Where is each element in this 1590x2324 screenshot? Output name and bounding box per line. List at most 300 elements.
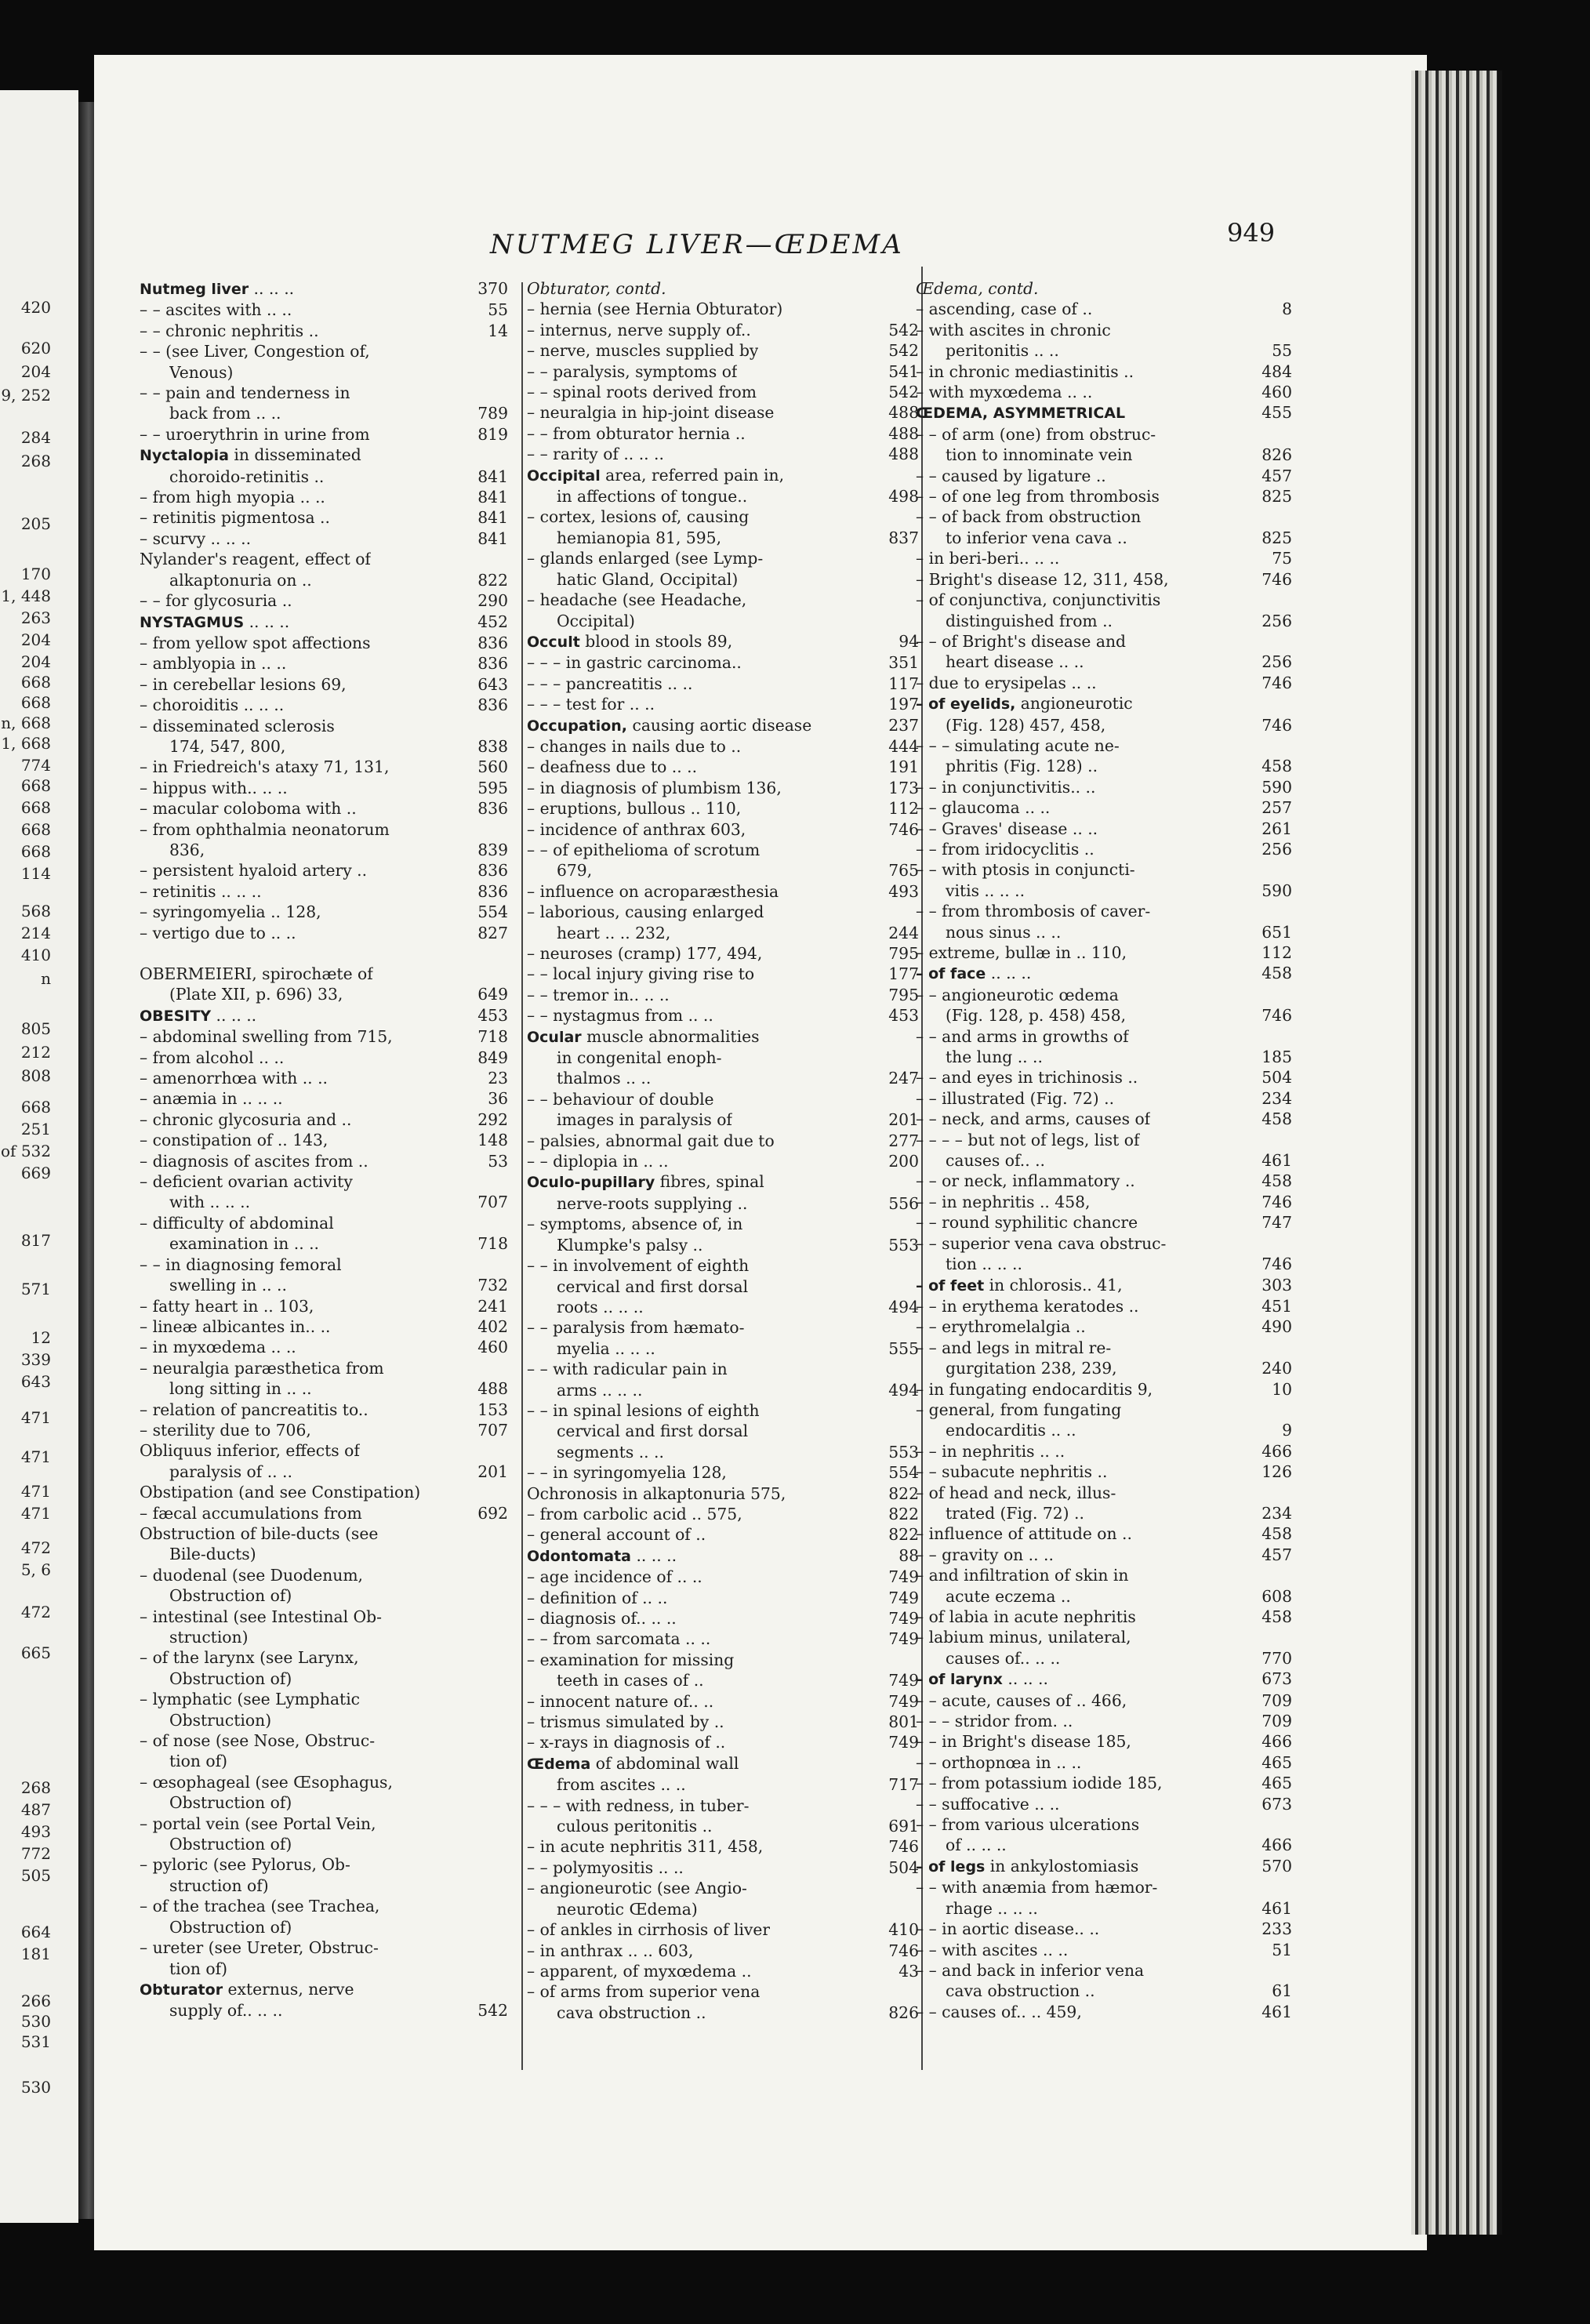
index-entry [527,1981,919,2002]
entry-page-ref: 841 [477,508,508,528]
entry-text [557,528,721,548]
entry-label: – – and eyes in trichinosis .. [916,1068,1138,1088]
entry-label: roots .. .. .. [557,1297,644,1316]
entry-label: heart .. .. 232, [557,923,671,942]
index-entry [916,424,1292,445]
entry-label: causes of.. .. .. [946,1648,1061,1668]
entry-label: – persistent hyaloid artery .. [140,861,368,881]
entry-text [916,1212,1138,1233]
entry-text [557,569,738,590]
entry-text [527,652,742,673]
index-entry [527,1026,919,1048]
entry-label: hemianopia 81, 595, [557,528,722,547]
index-entry [527,1151,919,1171]
entry-heading: Occupation, [527,717,628,735]
entry-text [169,1585,292,1606]
entry-heading: OBESITY [140,1007,212,1025]
index-entry [916,590,1292,610]
entry-label: – – spinal roots derived from [527,383,757,402]
entry-label: – anæmia in .. .. .. [140,1089,283,1109]
entry-label: – innocent nature of.. .. [527,1691,714,1711]
entry-page-ref: 173 [888,778,919,797]
entry-page-ref: 643 [477,674,508,694]
index-entry [916,1960,1292,1981]
index-entry [916,777,1292,797]
entry-page-ref: 458 [1261,757,1292,776]
entry-page-ref: 458 [1261,1607,1292,1626]
left-page-number: 665 [20,1643,51,1662]
entry-label: – with myxœdema .. .. [916,383,1093,402]
entry-label: – eruptions, bullous .. 110, [527,799,742,819]
entry-label: – – caused by ligature .. [916,466,1106,485]
entry-text [916,1400,1121,1420]
left-page-number: 472 [20,1538,51,1557]
entry-label: – pyloric (see Pylorus, Ob- [140,1855,350,1875]
entry-text [916,735,1120,756]
entry-text [916,631,1126,652]
index-entry [916,1192,1292,1212]
index-entry [140,1109,508,1130]
entry-page-ref: 153 [477,1400,508,1419]
index-column-1 [140,278,508,2074]
entry-page-ref: 746 [888,819,919,839]
entry-label: – – pain and tenderness in [140,383,350,403]
entry-page-ref: 836 [477,654,508,674]
entry-heading: – of face [916,965,986,983]
entry-label: – – tremor in.. .. .. [527,985,670,1004]
entry-label: tion to innominate vein [946,445,1133,465]
entry-label: – age incidence of .. .. [527,1567,702,1587]
entry-label: OBERMEIERI, spirochæte of [140,964,373,983]
left-page-number: 530 [20,2012,51,2031]
entry-text [527,1629,710,1649]
index-entry [916,1773,1292,1793]
entry-label: from ascites .. .. [557,1775,686,1795]
index-entry [140,549,508,569]
entry-text [916,1627,1131,1647]
entry-label: muscle abnormalities [581,1026,760,1046]
index-entry [140,716,508,736]
entry-label: – from carbolic acid .. 575, [527,1504,742,1523]
left-page-number: 212 [20,1043,51,1062]
entry-text [916,1338,1111,1358]
entry-text [140,1068,328,1088]
left-page-number: 471 [20,1504,51,1523]
entry-text [916,985,1119,1005]
entry-text [527,590,746,610]
entry-page-ref: 277 [888,1131,919,1150]
entry-label: – syringomyelia .. 128, [140,902,321,922]
entry-label: choroido-retinitis .. [169,467,325,486]
entry-page-ref: 36 [488,1089,508,1109]
entry-text [527,694,655,714]
entry-heading: Nyctalopia [140,447,229,465]
index-entry [140,1296,508,1316]
entry-label: – angioneurotic (see Angio- [527,1879,747,1898]
index-entry [527,1276,919,1297]
left-page-number: 530 [20,2078,51,2097]
entry-text [527,1941,693,1961]
index-entry [916,1940,1292,1960]
entry-label: (Plate XII, p. 696) 33, [169,985,343,1004]
entry-page-ref: 75 [1272,549,1292,568]
entry-text [916,590,1160,610]
index-entry [527,1483,919,1504]
entry-text [527,1317,744,1338]
entry-page-ref: 457 [1261,1545,1292,1564]
index-entry [527,1919,919,1940]
entry-label: endocarditis .. .. [946,1421,1076,1440]
entry-label: paralysis of .. .. [169,1462,292,1481]
entry-text [916,1233,1166,1254]
index-entry [527,1005,919,1026]
index-entry [140,1959,508,1979]
index-entry [916,507,1292,527]
entry-text [527,674,692,694]
entry-text [527,1483,786,1504]
index-entry [916,1296,1292,1316]
left-page-number: 808 [20,1066,51,1085]
entry-page-ref: 749 [888,1733,919,1752]
index-entry [527,860,919,881]
index-entry [140,902,508,922]
index-entry [916,361,1292,382]
entry-label: swelling in .. .. [169,1276,287,1295]
index-entry [140,362,508,383]
entry-text [916,1565,1128,1585]
entry-label: – headache (see Headache, [527,590,747,610]
entry-label: in ankylostomiasis [985,1856,1139,1876]
index-entry [527,1796,919,1816]
index-entry [527,2003,919,2023]
entry-label: teeth in cases of .. [557,1671,704,1690]
entry-text [557,1235,702,1255]
index-entry [916,1420,1292,1440]
index-entry [140,633,508,653]
entry-page-ref: 200 [888,1152,919,1171]
entry-page-ref: 709 [1261,1712,1292,1731]
entry-text [169,1192,250,1212]
entry-text [140,1109,351,1130]
entry-text [916,777,1095,797]
index-entry [527,923,919,943]
index-entry [527,1629,919,1649]
entry-text [916,278,1038,299]
index-entry [140,695,508,715]
entry-page-ref: 488 [888,445,919,464]
left-page-number: 204 [20,362,51,381]
entry-text [140,1503,362,1523]
entry-page-ref: 595 [477,778,508,797]
index-entry [527,423,919,444]
entry-label: examination in .. .. [169,1234,319,1254]
entry-label: – – rarity of .. .. .. [527,445,664,464]
entry-text [557,1276,748,1297]
index-entry [527,1255,919,1276]
entry-label: – in chronic mediastinitis .. [916,361,1134,381]
index-entry [140,881,508,902]
entry-page-ref: 466 [1261,1732,1292,1752]
entry-label: 679, [557,861,593,881]
entry-label: – palsies, abnormal gait due to [527,1131,775,1150]
entry-text [557,1670,704,1690]
entry-text [916,797,1050,818]
entry-text [946,715,1105,735]
entry-page-ref: 234 [1261,1088,1292,1108]
index-entry [527,1712,919,1732]
entry-text [527,1026,759,1048]
index-entry [916,1275,1292,1296]
entry-text [916,839,1094,859]
entry-label: – – from thrombosis of caver- [916,902,1151,921]
entry-label: – – nystagmus from .. .. [527,1006,713,1026]
index-entry [527,548,919,568]
index-entry [140,612,508,633]
entry-text [916,1607,1136,1627]
index-entry [916,1503,1292,1523]
entry-label: – extreme, bullæ in .. 110, [916,943,1127,962]
entry-text [140,1400,368,1420]
index-entry [140,1876,508,1896]
index-entry [140,1233,508,1254]
entry-label: – – of back from obstruction [916,507,1142,527]
entry-label: – – in Bright's disease 185, [916,1732,1131,1752]
index-entry [527,1650,919,1670]
index-entry [916,1648,1292,1669]
entry-label: – diagnosis of.. .. .. [527,1609,677,1628]
entry-label: trated (Fig. 72) .. [946,1503,1084,1523]
index-entry [140,1151,508,1171]
index-entry [140,1462,508,1482]
running-head: NUTMEG LIVER—ŒDEMA [490,229,904,260]
entry-text [527,1836,763,1857]
entry-heading: Nutmeg liver [140,281,249,298]
left-page-number: 643 [20,1372,51,1391]
entry-text [527,1400,760,1421]
index-entry [140,674,508,695]
entry-text [140,1979,354,2000]
entry-text [557,486,747,507]
index-entry [916,1233,1292,1254]
entry-text [916,1483,1116,1503]
entry-label: Obstruction) [169,1710,272,1730]
entry-label: – – gravity on .. .. [916,1545,1054,1564]
entry-label: – laborious, causing enlarged [527,902,764,922]
index-entry [527,361,919,382]
left-page-number: 571 [20,1280,51,1298]
index-entry [140,653,508,674]
entry-page-ref: 836 [477,799,508,819]
entry-page-ref: 453 [477,1005,508,1025]
index-entry [140,778,508,798]
entry-page-ref: 460 [1261,383,1292,402]
entry-label: of abdominal wall [590,1753,739,1773]
entry-page-ref: 53 [488,1151,508,1171]
entry-page-ref: 709 [1261,1690,1292,1710]
left-page-number: 817 [20,1231,51,1250]
entry-label: – due to erysipelas .. .. [916,673,1097,692]
entry-page-ref: 717 [888,1775,919,1795]
entry-label: – – chronic nephritis .. [140,321,319,340]
entry-page-ref: 542 [888,320,919,340]
entry-text [140,487,325,507]
entry-label: – influence of attitude on .. [916,1524,1132,1544]
index-entry [140,1068,508,1088]
entry-page-ref: 819 [477,424,508,444]
entry-page-ref: 542 [888,341,919,361]
entry-page-ref: 555 [888,1338,919,1358]
entry-label: – of the larynx (see Larynx, [140,1648,359,1668]
entry-label: – fatty heart in .. 103, [140,1296,314,1316]
entry-label: – – and arms in growths of [916,1026,1129,1046]
entry-label: – definition of .. .. [527,1588,668,1607]
index-entry [916,1338,1292,1358]
entry-label: in chlorosis.. 41, [984,1275,1123,1295]
entry-page-ref: 841 [477,467,508,486]
entry-label: – – in diagnosing femoral [140,1255,342,1274]
entry-page-ref: 746 [1261,673,1292,692]
entry-text [140,653,286,674]
entry-label: – trismus simulated by .. [527,1712,724,1732]
index-entry [140,1378,508,1399]
entry-page-ref: 556 [888,1193,919,1213]
entry-text [527,1796,749,1816]
entry-label: cava obstruction .. [557,2003,706,2022]
entry-text [140,1026,393,1047]
entry-page-ref: 493 [888,881,919,901]
index-entry [527,736,919,757]
entry-label: – relation of pancreatitis to.. [140,1400,368,1419]
entry-label: causing aortic disease [627,715,812,735]
index-entry [140,1171,508,1192]
entry-text [916,486,1160,507]
entry-label: rhage .. .. .. [946,1898,1038,1918]
index-entry [916,1586,1292,1607]
index-entry [916,673,1292,693]
index-entry [527,1421,919,1441]
index-entry [140,1896,508,1916]
entry-heading: Ocular [527,1028,582,1046]
entry-page-ref: 822 [888,1483,919,1503]
book-gutter [78,102,96,2219]
entry-label: (Fig. 128, p. 458) 458, [946,1006,1127,1026]
entry-heading: Odontomata [527,1547,631,1565]
entry-text [140,1316,330,1337]
entry-text [946,340,1059,361]
entry-text [527,465,784,486]
entry-label: – influence on acroparæsthesia [527,881,779,901]
entry-label: (Fig. 128) 457, 458, [946,715,1106,735]
entry-page-ref: 746 [1261,1255,1292,1274]
entry-text [527,1981,760,2002]
index-entry [916,1731,1292,1752]
entry-label: – – – simulating acute ne- [916,735,1120,755]
index-entry [527,1670,919,1690]
entry-text [946,1005,1126,1026]
entry-label: – intestinal (see Intestinal Ob- [140,1607,383,1626]
left-page-number: 472 [20,1603,51,1621]
entry-label: .. .. .. [244,612,290,631]
entry-label: – – polymyositis .. .. [527,1857,684,1877]
entry-label: – diagnosis of ascites from .. [140,1151,368,1171]
entry-label: arms .. .. .. [557,1380,643,1400]
entry-label: – cortex, lesions of, causing [527,507,750,527]
left-page-number: 805 [20,1019,51,1038]
entry-label: in disseminated [228,445,361,465]
index-entry [916,985,1292,1005]
index-entry [916,1026,1292,1047]
entry-text [140,590,292,611]
entry-text [169,1233,319,1254]
entry-label: Œdema, contd. [916,279,1039,298]
entry-page-ref: 488 [477,1379,508,1399]
entry-text [527,548,763,568]
entry-text [916,859,1135,880]
index-entry [527,320,919,340]
entry-text [527,1712,724,1732]
entry-text [140,695,284,715]
entry-text [916,569,1169,590]
entry-text [527,444,664,464]
index-entry [527,1193,919,1214]
entry-text [916,1171,1135,1191]
entry-label: – – of Bright's disease and [916,631,1127,651]
left-page-number: 568 [20,902,51,921]
entry-label: – – superior vena cava obstruc- [916,1233,1167,1253]
left-page-number: 339 [20,1350,51,1369]
entry-page-ref: 746 [1261,1192,1292,1211]
entry-text [140,1937,379,1958]
entry-text [140,1048,284,1068]
entry-page-ref: 749 [888,1671,919,1690]
entry-label: – – in syringomyelia 128, [527,1463,727,1483]
entry-page-ref: 801 [888,1712,919,1732]
entry-text [946,1648,1060,1669]
index-entry [527,1338,919,1359]
entry-label: hatic Gland, Occipital) [557,569,739,589]
index-entry [527,1732,919,1752]
index-entry [916,486,1292,507]
entry-text [140,1420,311,1440]
entry-text [527,1691,713,1712]
entry-page-ref: 452 [477,612,508,631]
left-page-number: 668 [20,1098,51,1117]
entry-text [169,2000,282,2021]
entry-page-ref: 457 [1261,466,1292,485]
index-entry [527,1068,919,1088]
entry-text [527,299,782,319]
entry-page-ref: 461 [1261,1151,1292,1171]
entry-page-ref: 256 [1261,611,1292,630]
entry-label: in congenital enoph- [557,1048,722,1068]
entry-page-ref: 191 [888,757,919,777]
entry-page-ref: 451 [1261,1296,1292,1316]
index-entry [527,757,919,777]
index-entry [527,278,919,299]
index-entry [916,1919,1292,1939]
entry-text [140,1296,314,1316]
entry-label: .. .. .. [1002,1669,1048,1689]
entry-label: – amblyopia in .. .. [140,654,287,674]
entry-label: with .. .. .. [169,1193,251,1212]
entry-page-ref: 484 [1261,361,1292,381]
entry-label: nous sinus .. .. [946,922,1062,942]
entry-text [527,1753,739,1774]
entry-label: – in anthrax .. .. 603, [527,1941,694,1960]
entry-label: – – with radicular pain in [527,1360,728,1379]
entry-label: angioneurotic [1015,694,1133,714]
entry-text [557,860,592,881]
